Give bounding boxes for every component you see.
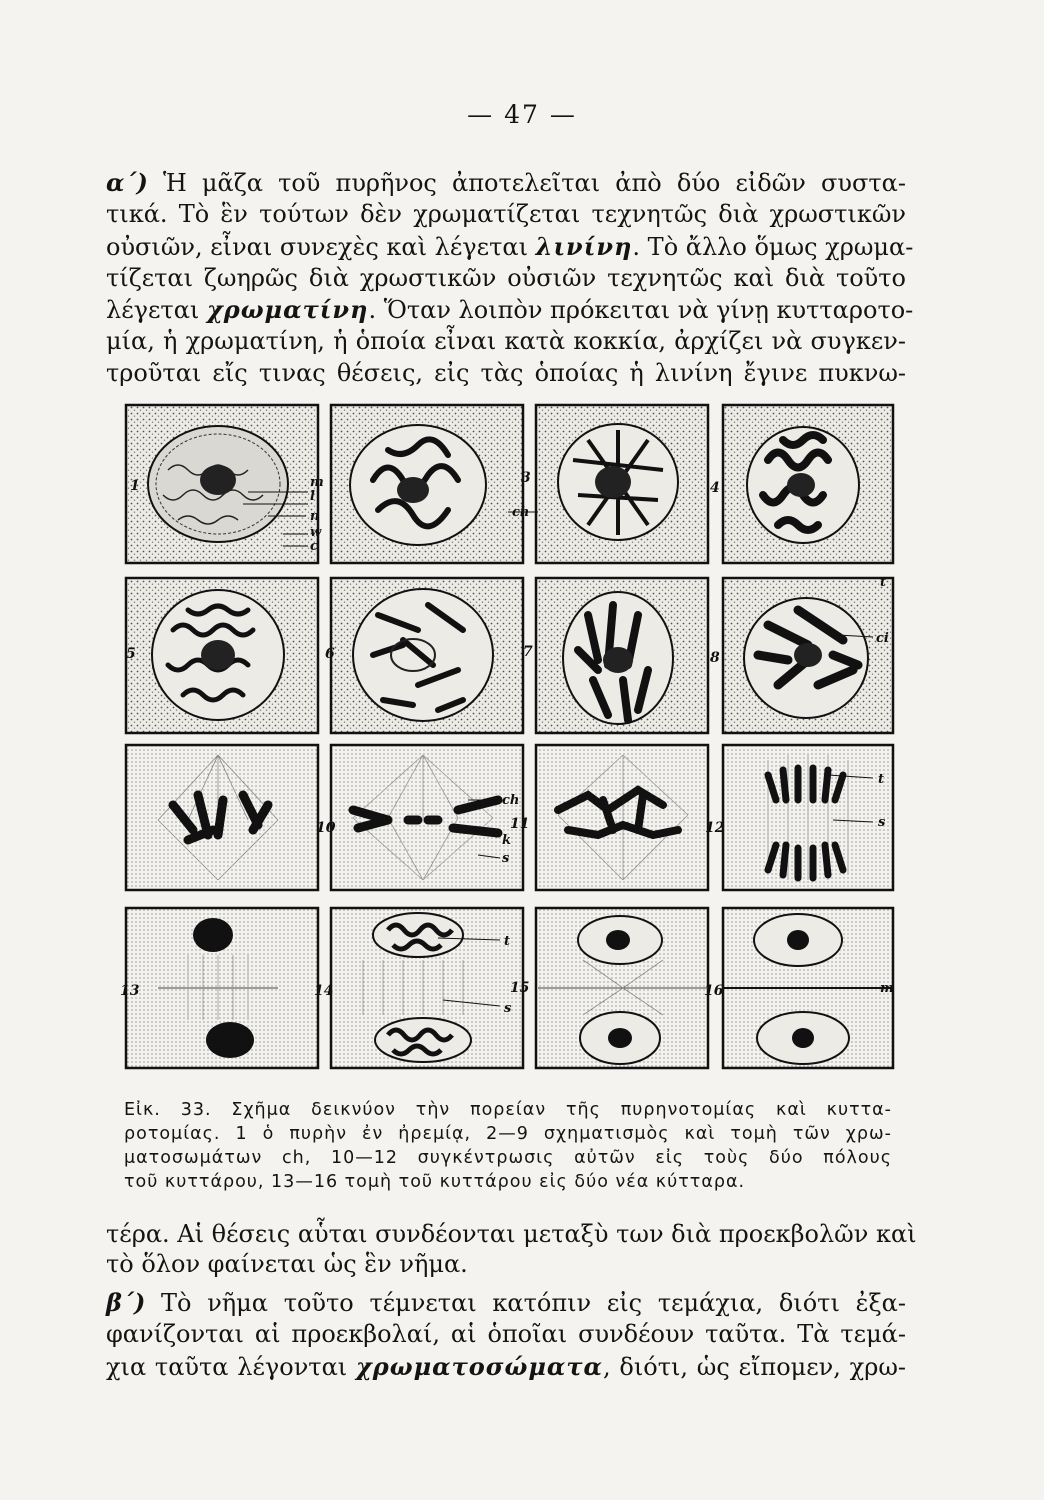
section-marker-beta: β΄)	[106, 1288, 146, 1317]
panel-12	[723, 745, 893, 890]
panel-5	[126, 578, 318, 733]
panel-2	[331, 405, 523, 563]
text-line	[106, 358, 906, 389]
panel-number: 16	[704, 983, 724, 999]
line-text: τικά. Τὸ ἓν τούτων δὲν χρωματίζεται τεχνητῶς διὰ χρωστικῶν	[106, 200, 906, 229]
label-s: s	[502, 851, 510, 866]
panel-10	[331, 745, 523, 890]
section-marker-alpha: α΄)	[106, 168, 148, 197]
text-line	[106, 199, 906, 230]
panel-number: 7	[523, 644, 533, 660]
panel-number: 8	[710, 650, 720, 666]
panel-number: 6	[325, 646, 335, 662]
line-text: Τὸ νῆμα τοῦτο τέμνεται κατόπιν εἰς τεμάχια, διότι ἐξα-	[145, 1289, 906, 1317]
panel-number: 12	[705, 820, 725, 836]
label-ch: ch	[512, 505, 530, 520]
panel-14	[331, 908, 523, 1068]
line-text: φανίζονται αἱ προεκβολαί, αἱ ὁποῖαι συνδέουν ταῦτα. Τὰ τεμά-	[106, 1320, 906, 1349]
line-text: τροῦται εἴς τινας θέσεις, εἰς τὰς ὁποίας ἡ λινίνη ἔγινε πυκνω-	[106, 358, 906, 387]
line-text: . Τὸ ἄλλο ὅμως χρωμα-	[632, 232, 914, 261]
panel-number: 3	[521, 470, 531, 486]
panel-number: 15	[510, 980, 530, 996]
label-w: w	[310, 525, 322, 540]
panel-8	[723, 578, 893, 733]
panel-9	[126, 745, 318, 890]
term-linine: λινίνη	[535, 231, 633, 261]
panel-number: 10	[316, 820, 336, 836]
text-line	[106, 1351, 906, 1383]
paragraph-beta	[106, 1287, 906, 1383]
label-m: m	[310, 475, 324, 490]
label-t: t	[878, 772, 885, 787]
panel-11	[536, 745, 708, 890]
label-k: k	[502, 833, 512, 848]
paragraph-continuation	[106, 1219, 917, 1279]
paragraph-alpha	[106, 167, 914, 389]
line-text: μία, ἡ χρωματίνη, ἡ ὁποία εἶναι κατὰ κοκκία, ἀρχίζει νὰ συγκεν-	[106, 327, 906, 356]
page-number: — 47 —	[467, 100, 577, 129]
text-line	[106, 167, 906, 199]
caption-line: ροτομίας. 1 ὁ πυρὴν ἐν ἠρεμίᾳ, 2—9 σχηματισμὸς καὶ τομὴ τῶν χρω-	[124, 1124, 892, 1144]
label-c: c	[310, 539, 318, 554]
text-line: τέρα. Αἱ θέσεις αὗται συνδέονται μεταξὺ των διὰ προεκβολῶν καὶ	[106, 1220, 917, 1248]
figure-caption	[124, 1098, 892, 1194]
caption-line: τοῦ κυττάρου, 13—16 τομὴ τοῦ κυττάρου εἰς δύο νέα κύτταρα.	[124, 1172, 746, 1192]
label-s: s	[878, 815, 886, 830]
line-text: οὐσιῶν, εἶναι συνεχὲς καὶ λέγεται	[106, 232, 536, 261]
panel-number: 1	[130, 478, 140, 494]
panel-number: 14	[314, 983, 334, 999]
panel-number: 13	[120, 983, 140, 999]
panel-1	[126, 405, 318, 563]
panel-6	[331, 578, 523, 733]
line-text: . Ὅταν λοιπὸν πρόκειται νὰ γίνῃ κυτταροτο-	[368, 296, 914, 325]
panel-number: 5	[126, 646, 136, 662]
line-text: λέγεται	[106, 296, 207, 325]
text-line	[106, 1287, 906, 1319]
figure-cell-division	[118, 400, 898, 1090]
panel-4	[723, 405, 893, 563]
panel-7	[536, 578, 708, 733]
panel-15	[536, 908, 708, 1068]
line-text: χια ταῦτα λέγονται	[106, 1352, 356, 1381]
panel-number: 4	[710, 480, 720, 496]
term-chromatin: χρωματίνη	[206, 295, 369, 325]
label-m: m	[880, 981, 894, 996]
caption-line: ματοσωμάτων ch, 10—12 συγκέντρωσις αὐτῶν εἰς τοὺς δύο πόλους	[124, 1148, 892, 1168]
text-line	[106, 326, 906, 357]
label-t: t	[504, 934, 511, 949]
line-text: , διότι, ὡς εἴπομεν, χρω-	[602, 1352, 907, 1381]
label-l: l	[310, 489, 315, 504]
line-text: Ἡ μᾶζα τοῦ πυρῆνος ἀποτελεῖται ἀπὸ δύο εἰδῶν συστα-	[147, 169, 906, 197]
line-text: τίζεται ζωηρῶς διὰ χρωστικῶν οὐσιῶν τεχνητῶς καὶ διὰ τοῦτο	[106, 263, 906, 292]
figure-svg	[118, 400, 898, 1090]
text-line: τὸ ὅλον φαίνεται ὡς ἓν νῆμα.	[106, 1250, 468, 1278]
text-line	[106, 263, 906, 294]
label-ci: ci	[876, 631, 889, 646]
label-n: n	[310, 509, 320, 524]
label-s: s	[504, 1001, 512, 1016]
caption-line: Εἰκ. 33. Σχῆμα δεικνύον τὴν πορείαν τῆς πυρηνοτομίας καὶ κυττα-	[124, 1100, 892, 1120]
term-chromosomes: χρωματοσώματα	[355, 1351, 603, 1381]
text-line	[106, 294, 914, 326]
label-ch: ch	[502, 793, 520, 808]
label-t: t	[880, 575, 887, 590]
panel-number: 11	[510, 816, 530, 832]
text-line	[106, 1319, 906, 1350]
panel-3	[536, 405, 708, 563]
panel-13	[126, 908, 318, 1068]
text-line	[106, 231, 914, 263]
